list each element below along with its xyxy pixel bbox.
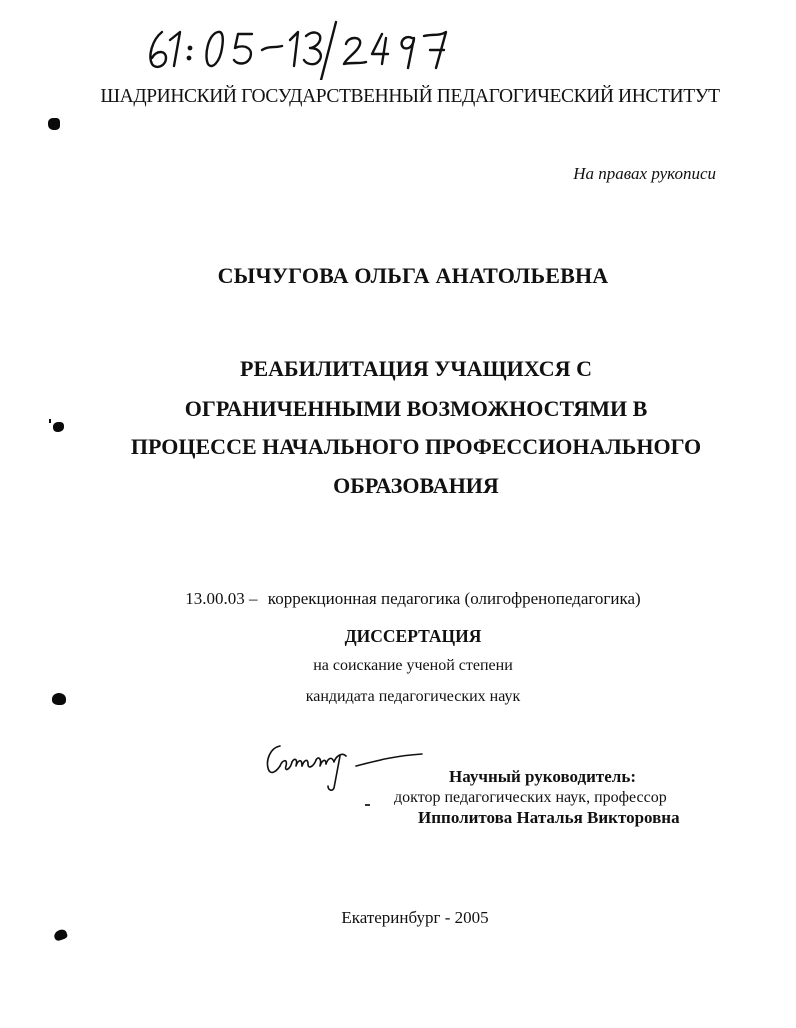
- scan-speck: [52, 693, 66, 705]
- specialty-code: 13.00.03 –: [185, 589, 258, 608]
- scan-speck: [365, 804, 370, 806]
- handwritten-archive-number: [140, 4, 460, 80]
- dissertation-title-line-1: РЕАБИЛИТАЦИЯ УЧАЩИХСЯ С: [240, 356, 592, 381]
- author-signature: [262, 738, 432, 794]
- specialty-line: [15, 589, 796, 609]
- degree-line-1: на соискание ученой степени: [313, 657, 513, 674]
- dissertation-title-line-3: ПРОЦЕССЕ НАЧАЛЬНОГО ПРОФЕССИОНАЛЬНОГО: [130, 434, 702, 459]
- scan-speck: [48, 118, 60, 130]
- adviser-label: Научный руководитель:: [449, 767, 636, 786]
- scan-speck: [53, 928, 69, 942]
- adviser-degree: доктор педагогических наук, профессор: [394, 789, 667, 806]
- scan-speck: [53, 422, 64, 432]
- author-name: СЫЧУГОВА ОЛЬГА АНАТОЛЬЕВНА: [217, 263, 609, 288]
- specialty-name: коррекционная педагогика (олигофренопедагогика): [267, 589, 641, 608]
- document-kind: ДИССЕРТАЦИЯ: [344, 626, 482, 646]
- dissertation-title-line-2: ОГРАНИЧЕННЫМИ ВОЗМОЖНОСТЯМИ В: [184, 396, 648, 421]
- adviser-name: Ипполитова Наталья Викторовна: [418, 808, 680, 827]
- rights-note: На правах рукописи: [573, 164, 716, 183]
- dissertation-title-line-4: ОБРАЗОВАНИЯ: [333, 473, 499, 498]
- scan-speck: [49, 419, 51, 423]
- institution-name: ШАДРИНСКИЙ ГОСУДАРСТВЕННЫЙ ПЕДАГОГИЧЕСКИЙ ИНСТИТУТ: [100, 86, 720, 107]
- city-year: Екатеринбург - 2005: [341, 908, 489, 927]
- degree-line-2: кандидата педагогических наук: [305, 688, 521, 705]
